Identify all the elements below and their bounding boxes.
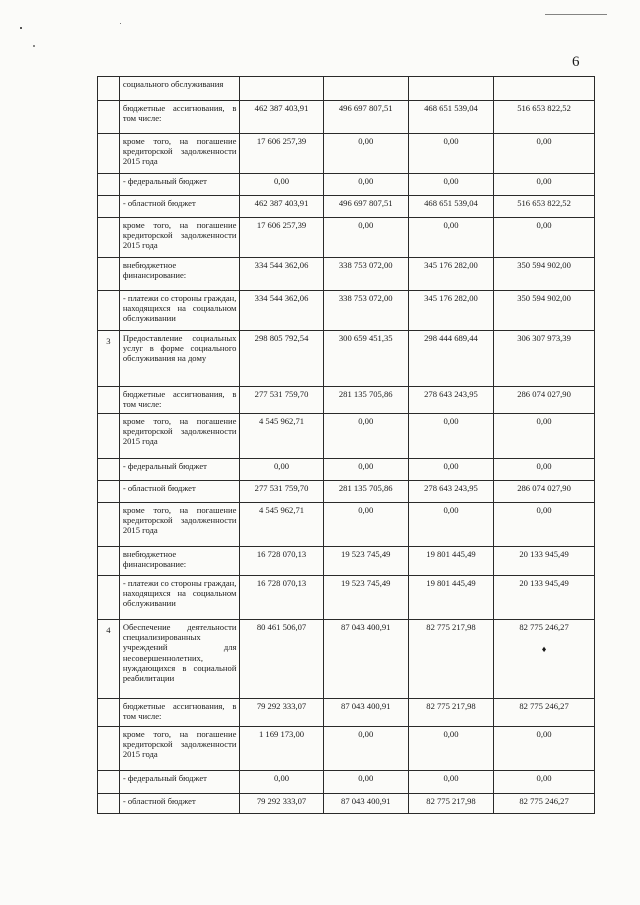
value-2018 xyxy=(408,459,493,481)
value-2017-text: 0,00 xyxy=(358,505,374,515)
row-label xyxy=(119,771,240,794)
row-label-text: внебюджетное финансирование: xyxy=(122,549,187,570)
value-2019 xyxy=(494,794,595,814)
value-2019 xyxy=(494,218,595,258)
value-2016-text: 0,00 xyxy=(274,176,290,186)
row-label xyxy=(119,174,240,196)
value-2019-text: 0,00 xyxy=(536,136,552,146)
value-2017-text: 19 523 745,49 xyxy=(341,578,391,588)
row-number xyxy=(98,576,120,620)
value-2019-text: 0,00 xyxy=(536,461,552,471)
value-2017-text: 300 659 451,35 xyxy=(338,333,393,343)
value-2018-text: 82 775 217,98 xyxy=(426,796,476,806)
row-number xyxy=(98,196,120,218)
row-label xyxy=(119,727,240,771)
value-2019 xyxy=(494,699,595,727)
value-2019-text: 306 307 973,39 xyxy=(517,333,571,343)
value-2017-text: 281 135 705,86 xyxy=(338,483,393,493)
value-2018 xyxy=(408,174,493,196)
value-2016-text: 0,00 xyxy=(274,461,290,471)
value-2018 xyxy=(408,218,493,258)
value-2019 xyxy=(494,291,595,331)
value-2019-text: 286 074 027,90 xyxy=(517,483,571,493)
value-2019-text: 20 133 945,49 xyxy=(519,549,569,559)
value-2017 xyxy=(323,134,408,174)
value-2019 xyxy=(494,547,595,576)
value-2016 xyxy=(240,547,323,576)
value-2017-text: 496 697 807,51 xyxy=(338,103,393,113)
value-2016 xyxy=(240,258,323,291)
value-2018-text: 0,00 xyxy=(443,729,459,739)
value-2019 xyxy=(494,503,595,547)
value-2016-text: 462 387 403,91 xyxy=(254,198,309,208)
value-2018 xyxy=(408,481,493,503)
value-2016 xyxy=(240,503,323,547)
row-label xyxy=(119,481,240,503)
value-2017-text: 338 753 072,00 xyxy=(338,260,393,270)
value-2019 xyxy=(494,387,595,414)
value-2019-text: 0,00 xyxy=(536,176,552,186)
row-label xyxy=(119,291,240,331)
value-2017 xyxy=(323,291,408,331)
value-2019 xyxy=(494,620,595,699)
value-2019-text: 516 653 822,52 xyxy=(517,198,571,208)
value-2016 xyxy=(240,174,323,196)
value-2017 xyxy=(323,101,408,134)
value-2016 xyxy=(240,331,323,387)
row-number xyxy=(98,258,120,291)
row-label-text: кроме того, на погашение кредиторской задолженности 2015 года xyxy=(122,729,237,760)
scan-mark xyxy=(545,14,607,15)
row-label-text: кроме того, на погашение кредиторской задолженности 2015 года xyxy=(122,220,237,251)
value-2017 xyxy=(323,727,408,771)
table-row xyxy=(98,77,595,101)
value-2017-text: 0,00 xyxy=(358,729,374,739)
row-label xyxy=(119,101,240,134)
value-2017 xyxy=(323,174,408,196)
value-2016-text: 277 531 759,70 xyxy=(254,389,309,399)
row-number xyxy=(98,699,120,727)
row-label-text: - федеральный бюджет xyxy=(122,176,207,186)
table-row xyxy=(98,547,595,576)
row-label xyxy=(119,576,240,620)
row-label xyxy=(119,218,240,258)
row-number xyxy=(98,218,120,258)
row-number xyxy=(98,414,120,459)
value-2017-text: 19 523 745,49 xyxy=(341,549,391,559)
value-2017-text: 87 043 400,91 xyxy=(341,796,391,806)
value-2019-text: 516 653 822,52 xyxy=(517,103,571,113)
value-2018 xyxy=(408,331,493,387)
row-label xyxy=(119,414,240,459)
value-2019-text: 286 074 027,90 xyxy=(517,389,571,399)
row-number xyxy=(98,771,120,794)
value-2019 xyxy=(494,481,595,503)
value-2016 xyxy=(240,459,323,481)
value-2018 xyxy=(408,727,493,771)
value-2017 xyxy=(323,771,408,794)
value-2019-text: 0,00 xyxy=(536,220,552,230)
value-2017-text: 0,00 xyxy=(358,773,374,783)
table-row xyxy=(98,794,595,814)
table-row xyxy=(98,387,595,414)
value-2019-text: 0,00 xyxy=(536,729,552,739)
row-number xyxy=(98,331,120,387)
value-2016-text: 4 545 962,71 xyxy=(258,416,305,426)
row-number xyxy=(98,794,120,814)
value-2016 xyxy=(240,101,323,134)
value-2018 xyxy=(408,414,493,459)
value-2017 xyxy=(323,414,408,459)
table-row xyxy=(98,459,595,481)
row-label xyxy=(119,699,240,727)
row-label-text: бюджетные ассигнования, в том числе: xyxy=(122,701,237,722)
value-2016 xyxy=(240,620,323,699)
scan-mark xyxy=(33,45,35,47)
row-number xyxy=(98,620,120,699)
value-2018-text: 82 775 217,98 xyxy=(426,701,476,711)
value-2017-text: 0,00 xyxy=(358,220,374,230)
table-row xyxy=(98,174,595,196)
value-2018 xyxy=(408,134,493,174)
row-label-text: - федеральный бюджет xyxy=(122,461,207,471)
table-row xyxy=(98,503,595,547)
row-label-text: - областной бюджет xyxy=(122,198,196,208)
value-2019-text: 0,00 xyxy=(536,505,552,515)
value-2017-text: 0,00 xyxy=(358,461,374,471)
value-2016-text: 334 544 362,06 xyxy=(254,293,309,303)
value-2016 xyxy=(240,77,323,101)
value-2017 xyxy=(323,77,408,101)
value-2017 xyxy=(323,576,408,620)
row-number-text: 4 xyxy=(106,625,111,635)
value-2018-text: 0,00 xyxy=(443,176,459,186)
value-2018-text: 298 444 689,44 xyxy=(424,333,478,343)
value-2016 xyxy=(240,794,323,814)
value-2019 xyxy=(494,727,595,771)
row-label xyxy=(119,387,240,414)
value-2016 xyxy=(240,387,323,414)
value-2017-text: 0,00 xyxy=(358,136,374,146)
value-2018-text: 278 643 243,95 xyxy=(424,389,478,399)
value-2016 xyxy=(240,576,323,620)
value-2018 xyxy=(408,620,493,699)
value-2019 xyxy=(494,771,595,794)
value-2019 xyxy=(494,101,595,134)
row-label-text: Обеспечение деятельности специализированных учреждений для несовершеннолетних, нуждающихся в социальной реабилитации xyxy=(122,622,237,684)
row-label-text: - областной бюджет xyxy=(122,796,196,806)
value-2017-text: 281 135 705,86 xyxy=(338,389,393,399)
value-2018 xyxy=(408,794,493,814)
row-label-text: - платежи со стороны граждан, находящихся на социальном обслуживании xyxy=(122,578,237,609)
value-2018-text: 82 775 217,98 xyxy=(426,622,476,632)
value-2019 xyxy=(494,258,595,291)
value-2017 xyxy=(323,459,408,481)
value-2017-text: 87 043 400,91 xyxy=(341,701,391,711)
value-2019 xyxy=(494,196,595,218)
value-2017-text: 0,00 xyxy=(358,176,374,186)
value-2019 xyxy=(494,414,595,459)
value-2017 xyxy=(323,258,408,291)
row-number xyxy=(98,291,120,331)
value-2018-text: 468 651 539,04 xyxy=(424,103,478,113)
value-2018 xyxy=(408,101,493,134)
row-label xyxy=(119,547,240,576)
value-2018-text: 0,00 xyxy=(443,461,459,471)
value-2018 xyxy=(408,771,493,794)
table-row xyxy=(98,727,595,771)
row-number xyxy=(98,134,120,174)
value-2016-text: 0,00 xyxy=(274,773,290,783)
value-2016-text: 17 606 257,39 xyxy=(256,220,307,230)
value-2018-text: 0,00 xyxy=(443,505,459,515)
row-number xyxy=(98,547,120,576)
row-number xyxy=(98,459,120,481)
value-2018-text: 345 176 282,00 xyxy=(424,293,478,303)
value-2019 xyxy=(494,331,595,387)
value-2017 xyxy=(323,196,408,218)
value-2018 xyxy=(408,547,493,576)
table-row xyxy=(98,481,595,503)
value-2016 xyxy=(240,218,323,258)
row-number xyxy=(98,387,120,414)
row-label-text: - федеральный бюджет xyxy=(122,773,207,783)
table-row xyxy=(98,699,595,727)
value-2018 xyxy=(408,77,493,101)
value-2019-text: 0,00 xyxy=(536,773,552,783)
value-2017 xyxy=(323,503,408,547)
value-2016-text: 334 544 362,06 xyxy=(254,260,309,270)
value-2018-text: 468 651 539,04 xyxy=(424,198,478,208)
row-label-text: - платежи со стороны граждан, находящихся на социальном обслуживании xyxy=(122,293,237,324)
row-label-text: кроме того, на погашение кредиторской задолженности 2015 года xyxy=(122,136,237,167)
row-number xyxy=(98,77,120,101)
scan-mark xyxy=(120,23,121,24)
value-2016 xyxy=(240,414,323,459)
value-2017-text: 496 697 807,51 xyxy=(338,198,393,208)
scan-mark xyxy=(20,27,22,29)
value-2019-text: 350 594 902,00 xyxy=(517,260,571,270)
value-2019 xyxy=(494,134,595,174)
table-row xyxy=(98,218,595,258)
value-2018-text: 19 801 445,49 xyxy=(426,578,476,588)
value-2017-text: 0,00 xyxy=(358,416,374,426)
row-label-text: кроме того, на погашение кредиторской задолженности 2015 года xyxy=(122,416,237,447)
value-2016 xyxy=(240,727,323,771)
row-number xyxy=(98,101,120,134)
row-label xyxy=(119,620,240,699)
value-2019 xyxy=(494,77,595,101)
value-2016-text: 298 805 792,54 xyxy=(254,333,309,343)
value-2016 xyxy=(240,699,323,727)
table-row xyxy=(98,134,595,174)
row-number xyxy=(98,174,120,196)
value-2016-text: 462 387 403,91 xyxy=(254,103,309,113)
value-2019 xyxy=(494,174,595,196)
value-2016-text: 1 169 173,00 xyxy=(258,729,305,739)
value-2017-text: 87 043 400,91 xyxy=(341,622,391,632)
value-2017 xyxy=(323,794,408,814)
value-2016-text: 4 545 962,71 xyxy=(258,505,305,515)
value-2018-text: 345 176 282,00 xyxy=(424,260,478,270)
value-2017 xyxy=(323,387,408,414)
table-row xyxy=(98,620,595,699)
value-2016 xyxy=(240,134,323,174)
value-2016 xyxy=(240,196,323,218)
value-2019-text: 0,00 xyxy=(536,416,552,426)
value-2018 xyxy=(408,387,493,414)
row-number-text: 3 xyxy=(106,336,111,346)
row-label xyxy=(119,331,240,387)
value-2016-text: 79 292 333,07 xyxy=(256,796,307,806)
budget-table xyxy=(97,76,595,814)
value-2017 xyxy=(323,699,408,727)
value-2017 xyxy=(323,547,408,576)
value-2016-text: 17 606 257,39 xyxy=(256,136,307,146)
scan-dot-mark: ♦ xyxy=(541,644,547,655)
row-label-text: Предоставление социальных услуг в форме социального обслуживания на дому xyxy=(122,333,237,364)
value-2016 xyxy=(240,291,323,331)
row-label xyxy=(119,794,240,814)
value-2018-text: 19 801 445,49 xyxy=(426,549,476,559)
table-row xyxy=(98,258,595,291)
value-2018 xyxy=(408,291,493,331)
value-2016-text: 16 728 070,13 xyxy=(256,578,307,588)
value-2018-text: 0,00 xyxy=(443,773,459,783)
value-2016-text: 80 461 506,07 xyxy=(256,622,307,632)
table-row xyxy=(98,101,595,134)
row-label-text: социального обслуживания xyxy=(122,79,224,89)
row-number xyxy=(98,481,120,503)
row-label xyxy=(119,134,240,174)
value-2019-text: 82 775 246,27 xyxy=(519,701,569,711)
row-label xyxy=(119,258,240,291)
row-label-text: внебюджетное финансирование: xyxy=(122,260,187,281)
value-2016 xyxy=(240,771,323,794)
value-2019 xyxy=(494,459,595,481)
value-2018-text: 0,00 xyxy=(443,220,459,230)
value-2018 xyxy=(408,576,493,620)
row-label-text: бюджетные ассигнования, в том числе: xyxy=(122,103,237,124)
value-2016-text: 79 292 333,07 xyxy=(256,701,307,711)
table-row xyxy=(98,576,595,620)
row-number xyxy=(98,727,120,771)
value-2018-text: 278 643 243,95 xyxy=(424,483,478,493)
value-2017 xyxy=(323,218,408,258)
row-number xyxy=(98,503,120,547)
value-2019-text: 82 775 246,27 xyxy=(519,796,569,806)
value-2018 xyxy=(408,699,493,727)
row-label-text: - областной бюджет xyxy=(122,483,196,493)
page-number: 6 xyxy=(572,54,580,70)
value-2018-text: 0,00 xyxy=(443,136,459,146)
row-label xyxy=(119,196,240,218)
table-row xyxy=(98,291,595,331)
value-2017 xyxy=(323,620,408,699)
value-2016-text: 277 531 759,70 xyxy=(254,483,309,493)
value-2017-text: 338 753 072,00 xyxy=(338,293,393,303)
row-label xyxy=(119,459,240,481)
value-2018 xyxy=(408,503,493,547)
table-row xyxy=(98,414,595,459)
value-2019-text: 350 594 902,00 xyxy=(517,293,571,303)
table-row xyxy=(98,771,595,794)
value-2019 xyxy=(494,576,595,620)
row-label xyxy=(119,503,240,547)
row-label-text: кроме того, на погашение кредиторской задолженности 2015 года xyxy=(122,505,237,536)
row-label-text: бюджетные ассигнования, в том числе: xyxy=(122,389,237,410)
value-2016 xyxy=(240,481,323,503)
value-2019-text: 82 775 246,27 xyxy=(519,622,569,632)
table-row xyxy=(98,196,595,218)
table-row xyxy=(98,331,595,387)
value-2019-text: 20 133 945,49 xyxy=(519,578,569,588)
budget-table-body xyxy=(98,77,595,814)
row-label xyxy=(119,77,240,101)
value-2018 xyxy=(408,196,493,218)
value-2016-text: 16 728 070,13 xyxy=(256,549,307,559)
value-2017 xyxy=(323,481,408,503)
value-2018 xyxy=(408,258,493,291)
value-2017 xyxy=(323,331,408,387)
value-2018-text: 0,00 xyxy=(443,416,459,426)
